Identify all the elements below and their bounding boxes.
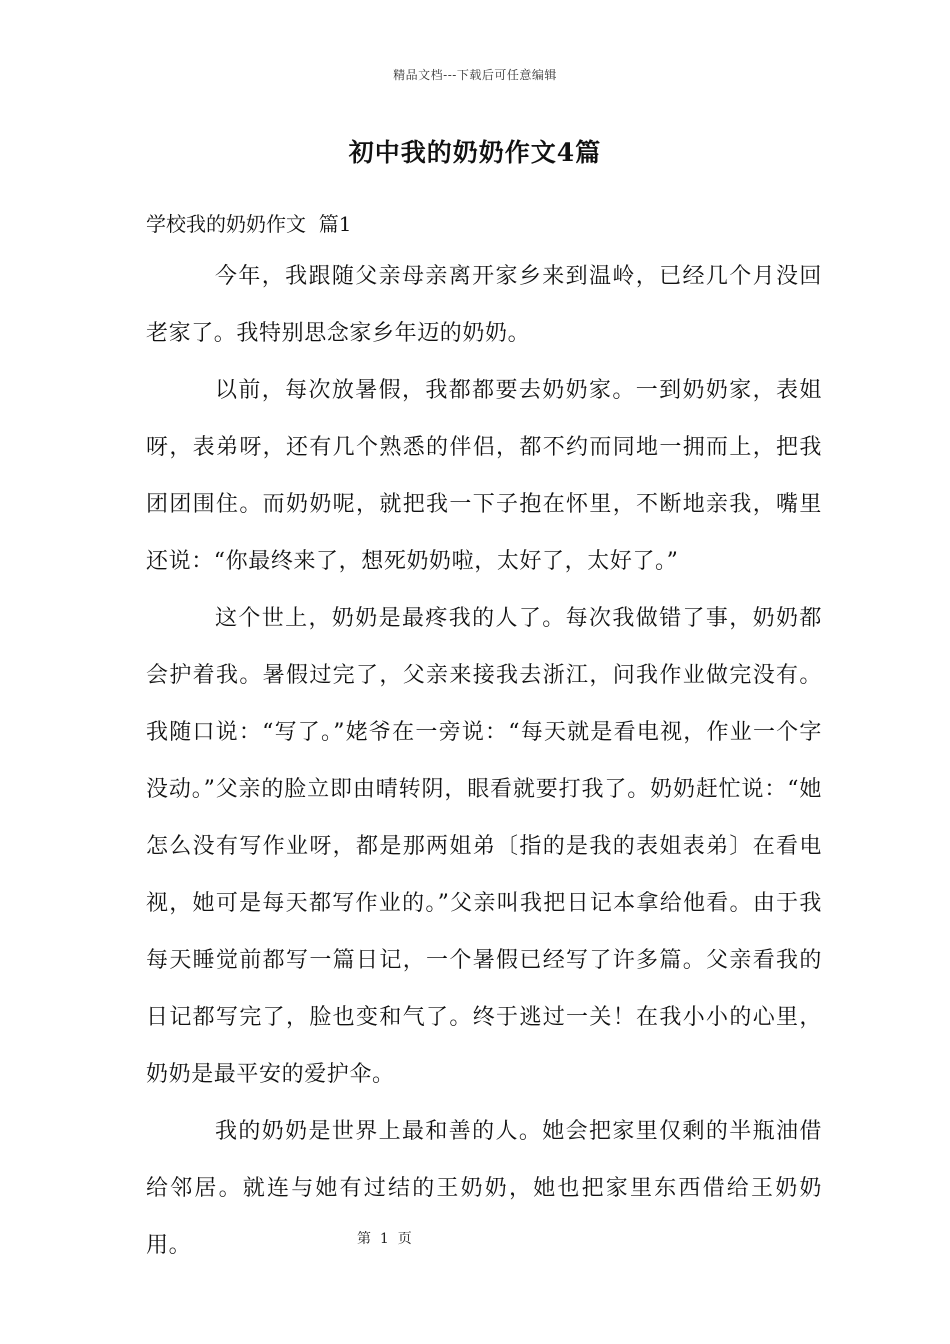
paragraph-3: 这个世上，奶奶是最疼我的人了。每次我做错了事，奶奶都会护着我。暑假过完了，父亲来接我去浙江，问我作业做完没有。我随口说：“写了。”姥爷在一旁说：“每天就是看电视，作业一个字没动。”父亲的脸立即由晴转阴，眼看就要打我了。奶奶赶忙说：“她怎么没有写作业呀，都是那两姐弟〔指的是我的表姐表弟〕在看电视，她可是每天都写作业的。”父亲叫我把日记本拿给他看。由于我每天睡觉前都写一篇日记，一个暑假已经写了许多篇。父亲看我的日记都写完了，脸也变和气了。终于逃过一关！在我小小的心里，奶奶是最平安的爱护伞。 — [146, 606, 822, 1087]
document-title: 初中我的奶奶作文4篇 — [348, 138, 602, 167]
header-note: 精品文档---下载后可任意编辑 — [393, 68, 557, 82]
paragraph-2: 以前，每次放暑假，我都都要去奶奶家。一到奶奶家，表姐呀，表弟呀，还有几个熟悉的伴侣，都不约而同地一拥而上，把我团团围住。而奶奶呢，就把我一下子抱在怀里，不断地亲我，嘴里还说：“你最终来了，想死奶奶啦，太好了，太好了。” — [146, 378, 822, 574]
page-number: 第 1 页 — [357, 1231, 412, 1247]
paragraph-4: 我的奶奶是世界上最和善的人。她会把家里仅剩的半瓶油借给邻居。就连与她有过结的王奶奶，她也把家里东西借给王奶奶用。 — [146, 1119, 822, 1258]
paragraph-1: 今年，我跟随父亲母亲离开家乡来到温岭，已经几个月没回老家了。我特别思念家乡年迈的奶奶。 — [146, 264, 822, 346]
document-body — [146, 248, 822, 1274]
section-heading: 学校我的奶奶作文 篇1 — [146, 212, 352, 236]
